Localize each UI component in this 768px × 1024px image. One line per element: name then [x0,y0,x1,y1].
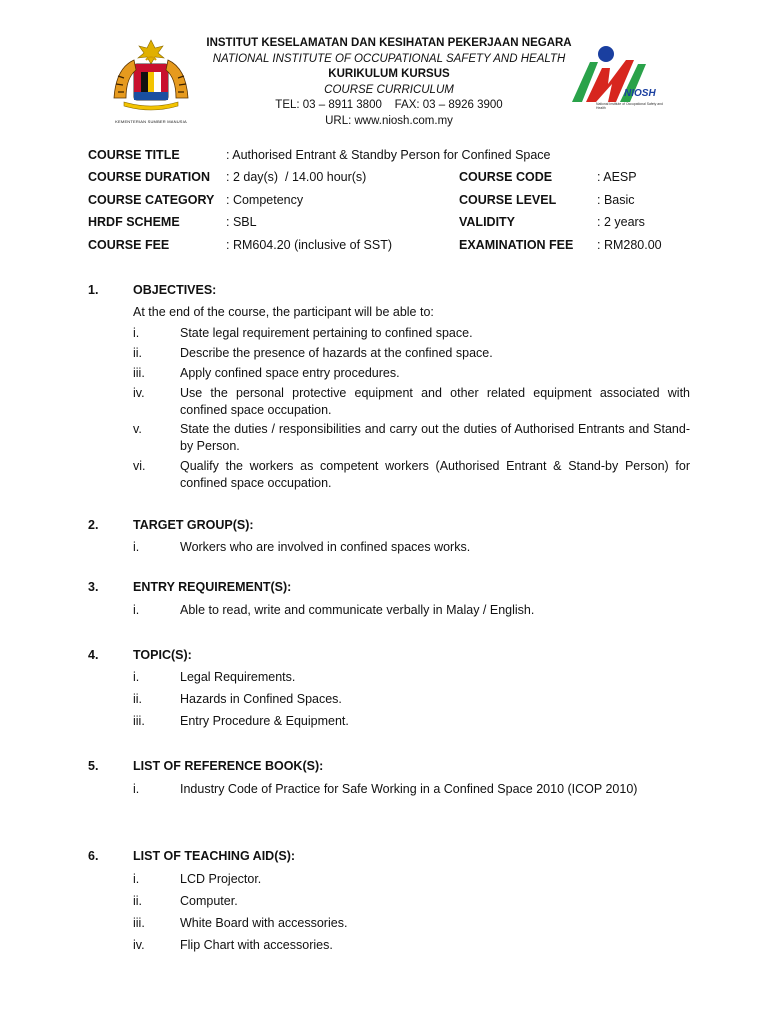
item-numeral: iv. [133,386,145,400]
item-numeral: i. [133,872,140,886]
item-numeral: i. [133,670,140,684]
validity-value: : 2 years [597,215,645,229]
document-header [200,36,578,129]
section-title: LIST OF REFERENCE BOOK(S): [133,759,324,773]
item-text: Hazards in Confined Spaces. [180,692,342,706]
course-title-value: : Authorised Entrant & Standby Person for Confined Space [226,148,551,162]
item-text: Legal Requirements. [180,670,296,684]
section-title: LIST OF TEACHING AID(S): [133,849,296,863]
item-text: Flip Chart with accessories. [180,938,333,952]
item-text: LCD Projector. [180,872,262,886]
course-duration-value: : 2 day(s) / 14.00 hour(s) [226,170,367,184]
item-text: Apply confined space entry procedures. [180,366,400,380]
item-text: Computer. [180,894,238,908]
examination-fee-value: : RM280.00 [597,238,662,252]
hrdf-scheme-value: : SBL [226,215,257,229]
item-text: State legal requirement pertaining to confined space. [180,326,473,340]
section-number: 2. [88,518,99,532]
item-text: Qualify the workers as competent workers (Authorised Entrant & Stand-by Person) for confined space occupation. [180,459,690,490]
item-numeral: ii. [133,894,143,908]
item-numeral: iii. [133,916,145,930]
niosh-logo-caption: National Institute of Occupational Safety and Health [596,102,663,110]
item-text: Use the personal protective equipment and other related equipment associated with confined space occupation. [180,386,690,417]
item-numeral: i. [133,326,140,340]
item-numeral: i. [133,782,140,796]
section-title: TARGET GROUP(S): [133,518,254,532]
item-text: Able to read, write and communicate verbally in Malay / English. [180,603,535,617]
item-numeral: vi. [133,459,146,473]
section-number: 3. [88,580,99,594]
institute-name-malay: INSTITUT KESELAMATAN DAN KESIHATAN PEKERJAAN NEGARA [206,37,572,49]
contact-phone-fax: TEL: 03 – 8911 3800 FAX: 03 – 8926 3900 [275,99,503,111]
examination-fee-label: EXAMINATION FEE [459,238,574,252]
niosh-logo [568,44,668,114]
niosh-logo-text: NIOSH [624,88,656,99]
course-category-label: COURSE CATEGORY [88,193,215,207]
item-numeral: i. [133,603,140,617]
contact-url: URL: www.niosh.com.my [325,114,453,127]
institute-name-english: NATIONAL INSTITUTE OF OCCUPATIONAL SAFETY AND HEALTH [212,52,566,65]
item-numeral: ii. [133,346,143,360]
course-category-value: : Competency [226,193,304,207]
item-text: State the duties / responsibilities and carry out the duties of Authorised Entrants and Stand-by Person. [180,422,690,453]
malaysia-crest-logo [106,38,196,124]
item-text: White Board with accessories. [180,916,348,930]
section-number: 5. [88,759,99,773]
item-text: Workers who are involved in confined spaces works. [180,540,471,554]
course-level-value: : Basic [597,193,635,207]
item-text: Industry Code of Practice for Safe Working in a Confined Space 2010 (ICOP 2010) [180,782,638,796]
item-text: Entry Procedure & Equipment. [180,714,349,728]
course-level-label: COURSE LEVEL [459,193,557,207]
course-code-value: : AESP [597,170,637,184]
section-title: TOPIC(S): [133,648,192,662]
course-fee-value: : RM604.20 (inclusive of SST) [226,238,393,252]
course-code-label: COURSE CODE [459,170,553,184]
item-text: Describe the presence of hazards at the confined space. [180,346,493,360]
crest-caption: KEMENTERIAN SUMBER MANUSIA [115,119,187,124]
item-numeral: ii. [133,692,143,706]
section-number: 1. [88,283,99,297]
hrdf-scheme-label: HRDF SCHEME [88,215,180,229]
item-numeral: v. [133,422,142,436]
item-numeral: iii. [133,714,145,728]
item-numeral: iv. [133,938,145,952]
section-title: OBJECTIVES: [133,283,217,297]
course-fee-label: COURSE FEE [88,238,170,252]
objectives-intro: At the end of the course, the participant will be able to: [133,305,434,319]
item-numeral: i. [133,540,140,554]
course-duration-label: COURSE DURATION [88,170,210,184]
section-number: 6. [88,849,99,863]
section-number: 4. [88,648,99,662]
course-title-label: COURSE TITLE [88,148,180,162]
curriculum-title-malay: KURIKULUM KURSUS [328,68,450,80]
section-title: ENTRY REQUIREMENT(S): [133,580,292,594]
curriculum-title-english: COURSE CURRICULUM [324,83,454,96]
validity-label: VALIDITY [459,215,516,229]
item-numeral: iii. [133,366,145,380]
